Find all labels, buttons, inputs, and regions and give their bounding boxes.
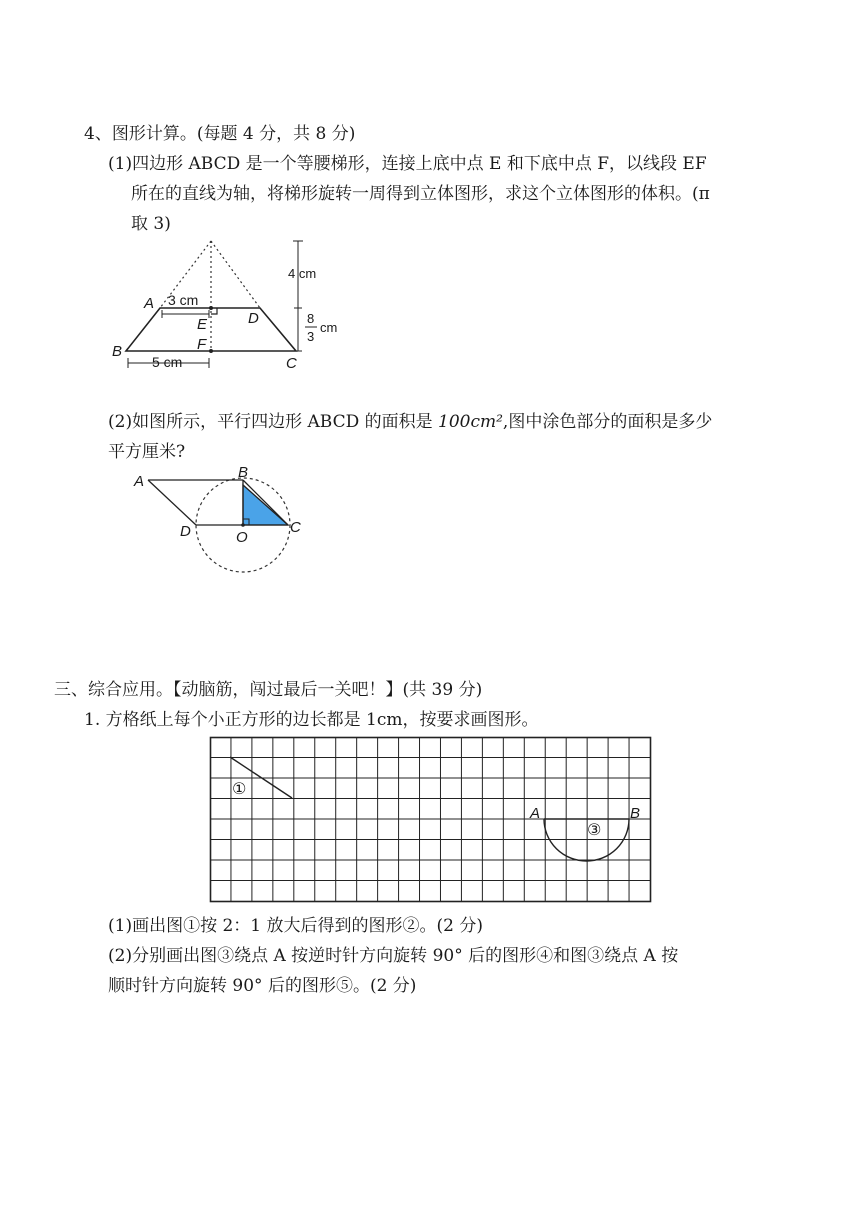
q1-line1: (1)四边形 ABCD 是一个等腰梯形，连接上底中点 E 和下底中点 F，以线段 EF: [108, 154, 707, 174]
q2-line1: [108, 410, 712, 434]
label-c: C: [286, 355, 297, 372]
label-f: F: [197, 336, 207, 353]
label-e: E: [197, 316, 208, 333]
q2-area-value: 100cm²: [438, 412, 503, 432]
grid-point-b: B: [630, 805, 641, 822]
s3-q1-title: 1. 方格纸上每个小正方形的边长都是 1cm，按要求画图形。: [84, 710, 539, 730]
label-pd: D: [180, 523, 191, 540]
q2-line2: 平方厘米?: [108, 442, 186, 462]
figure1-label: ①: [232, 781, 247, 798]
q2-line1-pre: (2)如图所示，平行四边形 ABCD 的面积是: [108, 412, 439, 432]
section4-title: 4、图形计算。(每题 4 分，共 8 分): [84, 124, 356, 144]
section3-title: 三、综合应用。【动脑筋，闯过最后一关吧！】(共 39 分): [54, 680, 483, 700]
q1-line3: 取 3): [131, 214, 171, 234]
label-cone-height: 4 cm: [288, 266, 317, 281]
label-pa: A: [134, 473, 145, 490]
grid-paper: [210, 737, 651, 902]
label-frac-num: 8: [307, 311, 315, 326]
label-po: O: [236, 529, 248, 546]
label-top-length: 3 cm: [168, 292, 199, 308]
s3-sub2-line2: 顺时针方向旋转 90° 后的图形⑤。(2 分): [108, 976, 417, 996]
label-pc: C: [290, 519, 301, 536]
figure3-label: ③: [587, 822, 602, 839]
label-frac-unit: cm: [320, 320, 338, 335]
label-frac-den: 3: [307, 329, 315, 344]
q1-line2: 所在的直线为轴，将梯形旋转一周得到立体图形，求这个立体图形的体积。(π: [131, 184, 710, 204]
label-b: B: [112, 343, 123, 360]
label-a: A: [144, 295, 155, 312]
label-d: D: [248, 310, 259, 327]
q2-line1-post: ,图中涂色部分的面积是多少: [502, 412, 713, 432]
s3-sub1: (1)画出图①按 2：1 放大后得到的图形②。(2 分): [108, 916, 484, 936]
trapezoid-figure: [108, 236, 358, 376]
grid-point-a: A: [530, 805, 541, 822]
label-bottom-length: 5 cm: [152, 354, 183, 370]
label-pb: B: [238, 464, 249, 481]
s3-sub2-line1: (2)分别画出图③绕点 A 按逆时针方向旋转 90° 后的图形④和图③绕点 A 按: [108, 946, 679, 966]
parallelogram-figure: [130, 466, 320, 576]
